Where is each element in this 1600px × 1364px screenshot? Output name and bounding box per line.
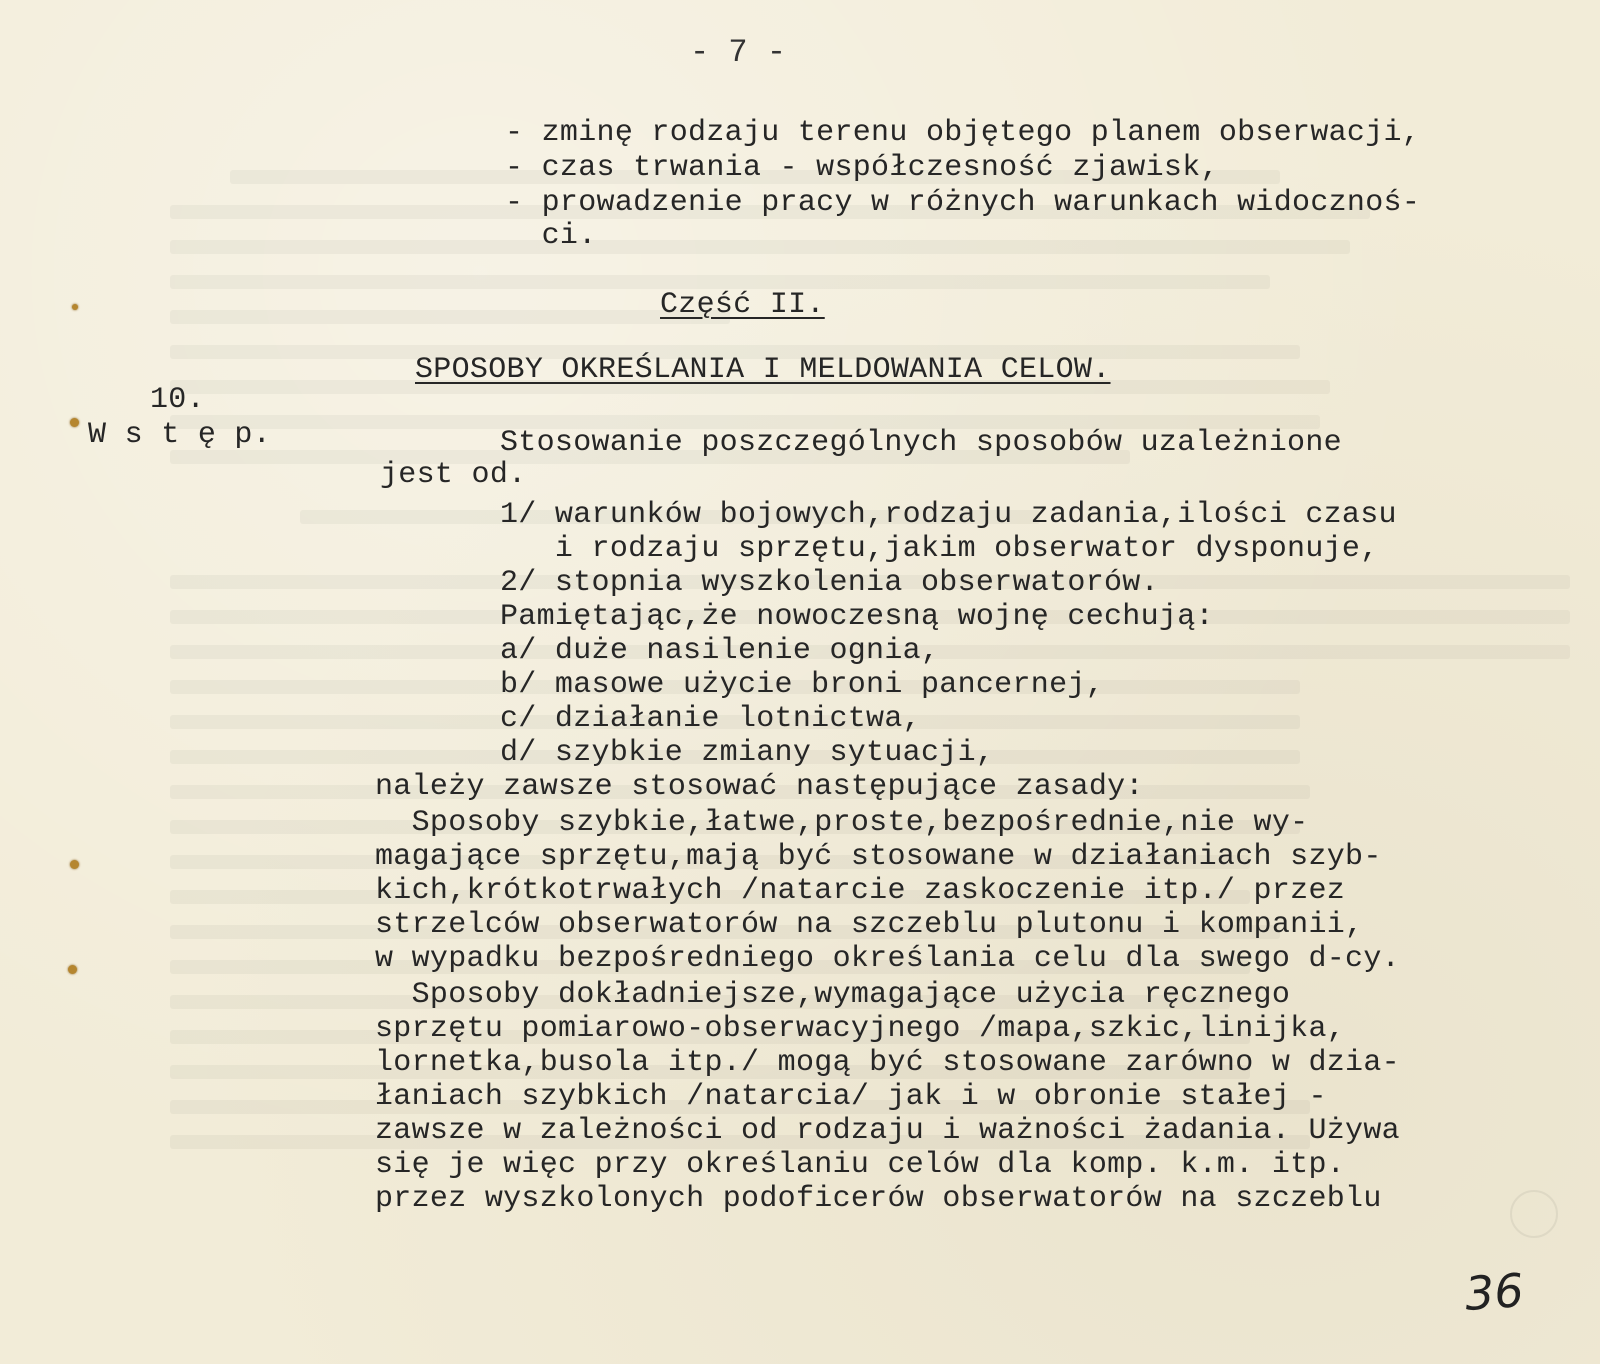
text-line: a/ duże nasilenie ognia, (500, 634, 940, 668)
text-line: d/ szybkie zmiany sytuacji, (500, 736, 995, 770)
text-line: należy zawsze stosować następujące zasady: (375, 770, 1144, 804)
text-line: i rodzaju sprzętu,jakim obserwator dysponuje, (500, 532, 1379, 566)
rust-spot-icon (68, 965, 77, 974)
text-line: strzelców obserwatorów na szczeblu plutonu i kompanii, (375, 908, 1364, 942)
text-line: zawsze w zależności od rodzaju i ważności żadania. Używa (375, 1114, 1400, 1148)
text-line: 2/ stopnia wyszkolenia obserwatorów. (500, 566, 1159, 600)
text-line: kich,krótkotrwałych /natarcie zaskoczenie itp./ przez (375, 874, 1346, 908)
text-line: c/ działanie lotnictwa, (500, 702, 921, 736)
page-number: - 7 - (690, 34, 787, 71)
rust-spot-icon (72, 304, 78, 310)
rust-spot-icon (70, 860, 79, 869)
text-line: w wypadku bezpośredniego określania celu dla swego d-cy. (375, 942, 1400, 976)
text-line: łaniach szybkich /natarcia/ jak i w obronie stałej - (375, 1080, 1327, 1114)
text-line: ci. (505, 219, 597, 253)
text-line: - prowadzenie pracy w różnych warunkach widocznoś- (505, 186, 1421, 220)
archive-number: 36 (1463, 1263, 1526, 1321)
rust-spot-icon (70, 418, 79, 427)
text-line: Sposoby szybkie,łatwe,proste,bezpośrednie,nie wy- (375, 806, 1309, 840)
text-line: Sposoby dokładniejsze,wymagające użycia ręcznego (375, 978, 1291, 1012)
text-line: 1/ warunków bojowych,rodzaju zadania,ilości czasu (500, 498, 1397, 532)
section-heading: Część II. (660, 288, 825, 322)
text-line: - zminę rodzaju terenu objętego planem obserwacji, (505, 116, 1421, 150)
text-line: Stosowanie poszczególnych sposobów uzależnione (500, 426, 1342, 460)
text-line: lornetka,busola itp./ mogą być stosowane zarówno w dzia- (375, 1046, 1400, 1080)
text-line: - czas trwania - współczesność zjawisk, (505, 151, 1219, 185)
paragraph-number: 10. (150, 383, 205, 417)
text-line: magające sprzętu,mają być stosowane w działaniach szyb- (375, 840, 1382, 874)
text-line: b/ masowe użycie broni pancernej, (500, 668, 1104, 702)
text-line: sprzętu pomiarowo-obserwacyjnego /mapa,szkic,linijka, (375, 1012, 1346, 1046)
text-line: przez wyszkolonych podoficerów obserwatorów na szczeblu (375, 1182, 1382, 1216)
text-line: się je więc przy określaniu celów dla komp. k.m. itp. (375, 1148, 1346, 1182)
section-title: SPOSOBY OKREŚLANIA I MELDOWANIA CELOW. (415, 353, 1111, 387)
text-line: Pamiętając,że nowoczesną wojnę cechują: (500, 600, 1214, 634)
text-line: jest od. (380, 458, 527, 492)
side-heading: W s t ę p. (88, 418, 272, 452)
